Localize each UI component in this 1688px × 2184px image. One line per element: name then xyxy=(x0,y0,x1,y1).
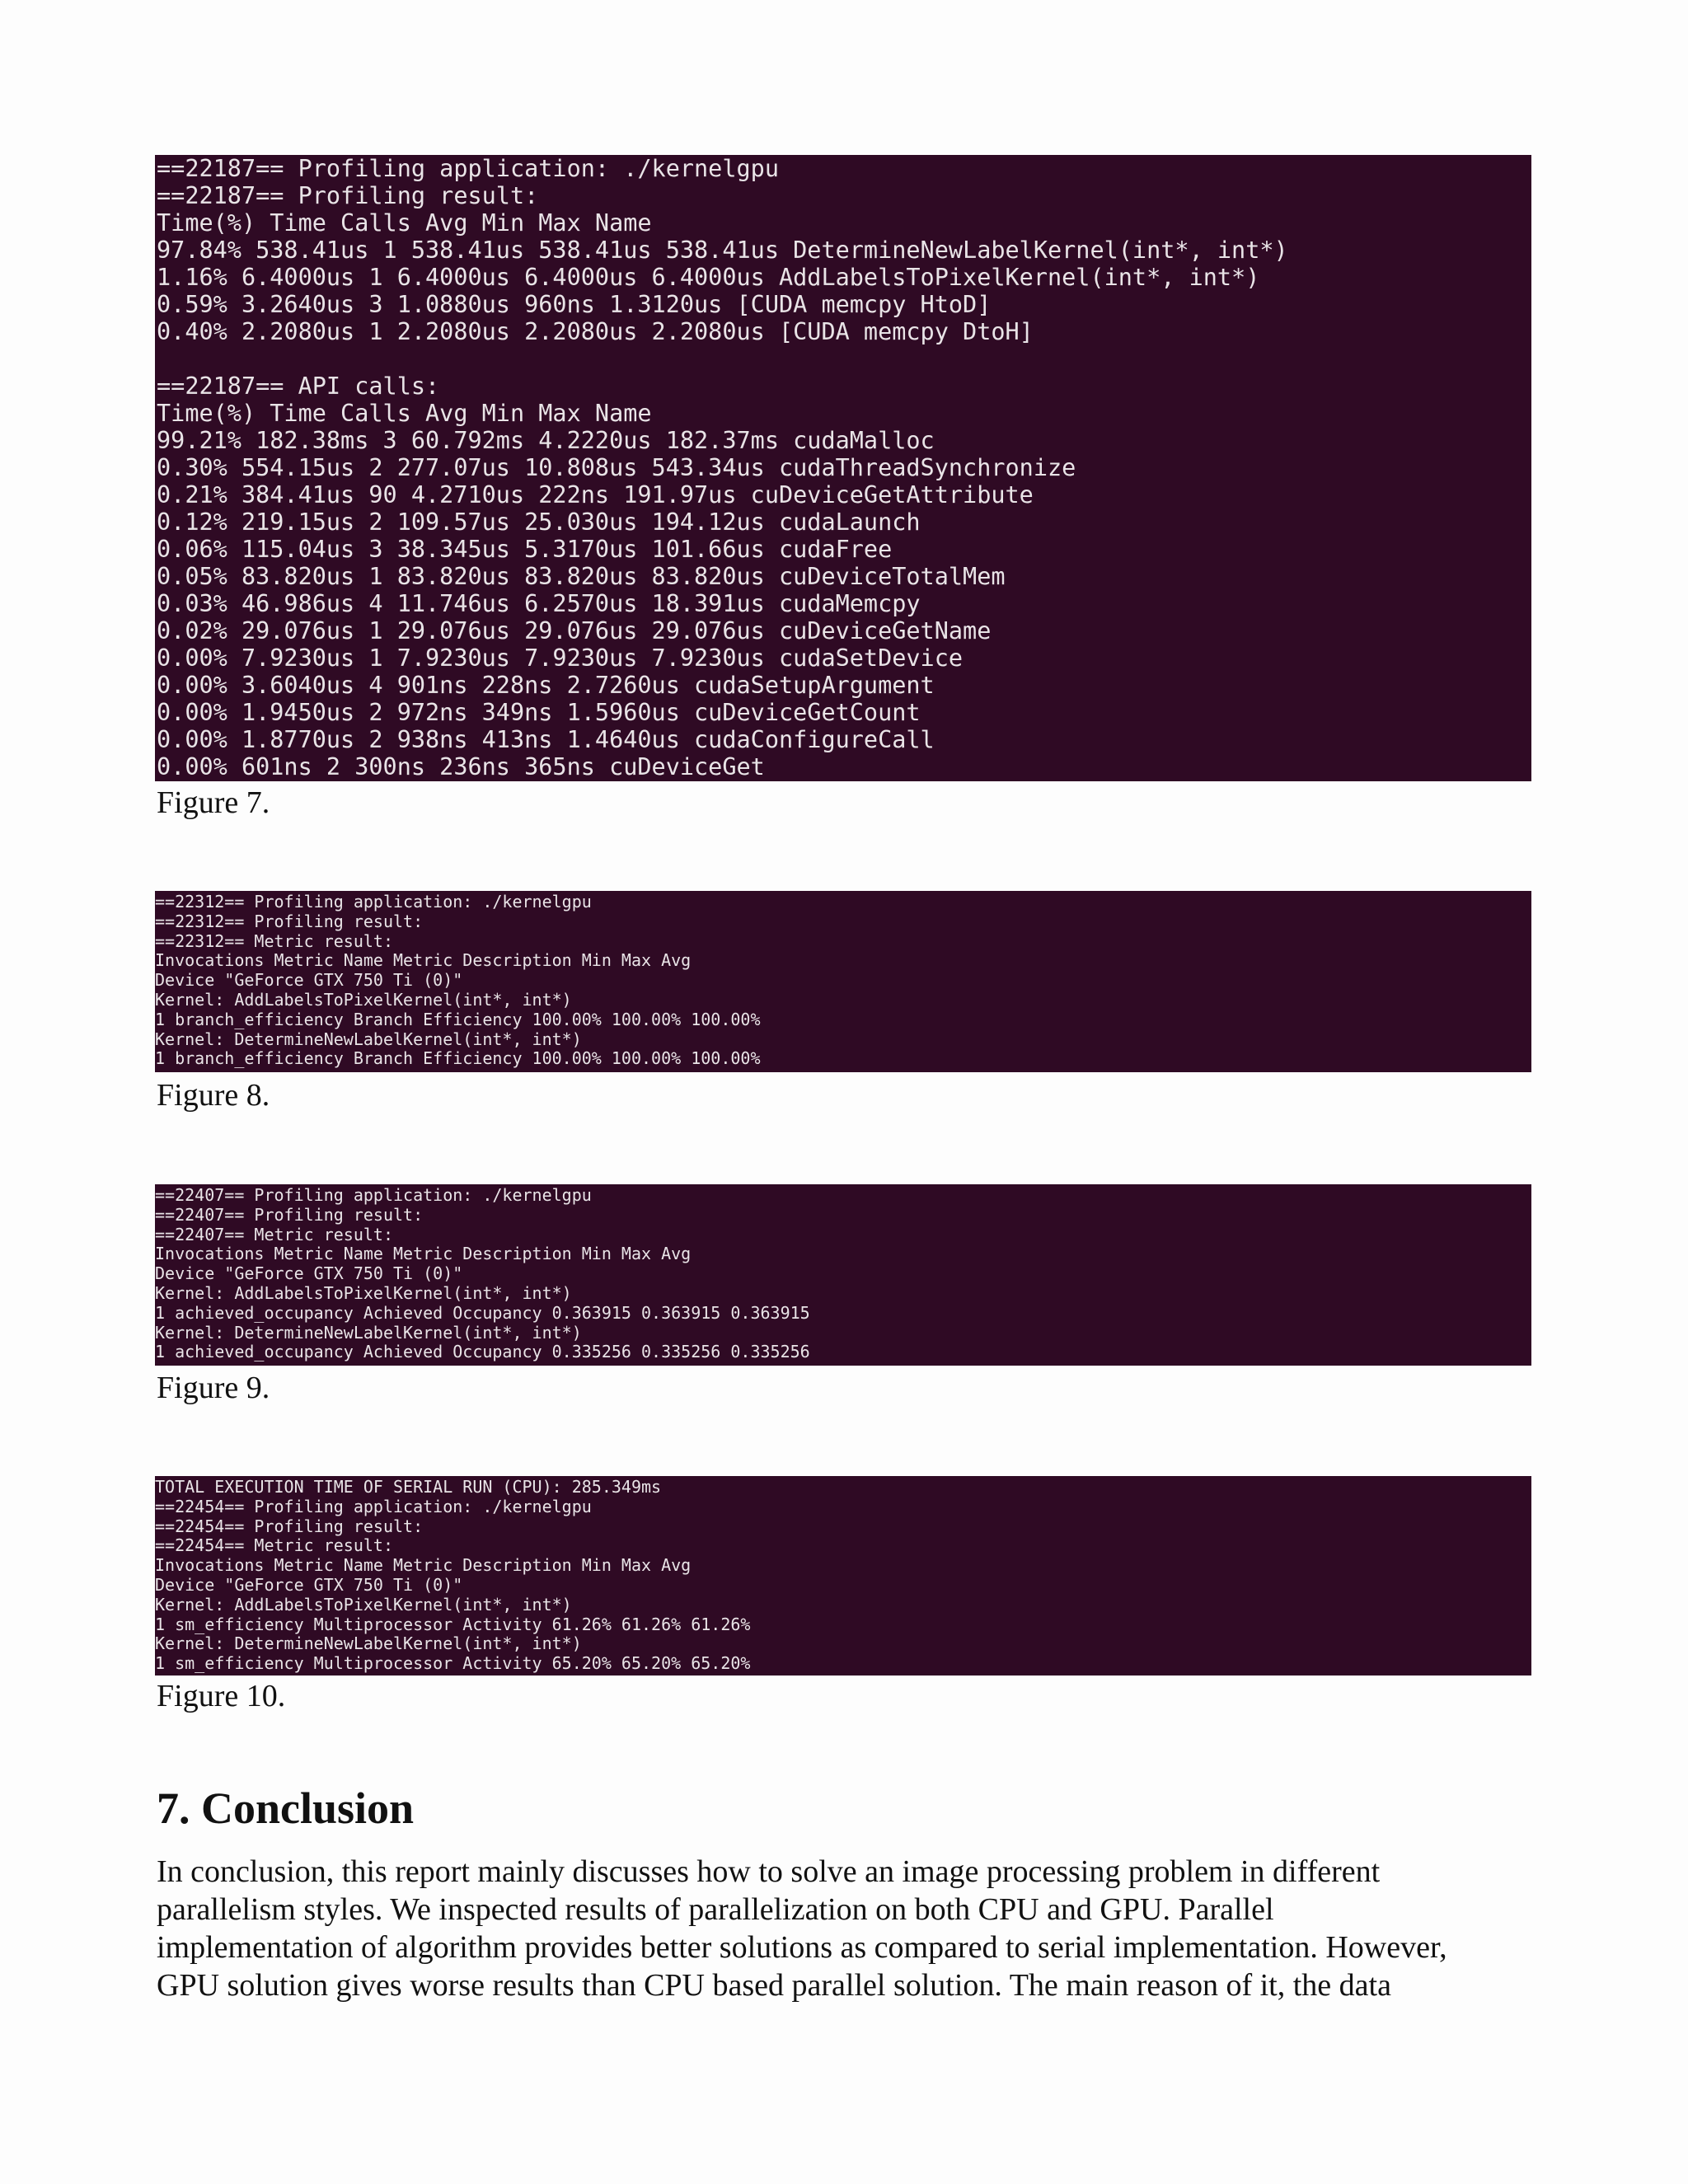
text-line: Invocations Metric Name Metric Description Min Max Avg xyxy=(155,950,692,971)
text-line: ==22454== Profiling result: xyxy=(155,1516,424,1536)
text-line: 1 branch_efficiency Branch Efficiency 100.00% 100.00% 100.00% xyxy=(155,1009,761,1029)
text-line: ==22312== Profiling application: ./kernelgpu xyxy=(155,892,592,912)
text-line: 0.40% 2.2080us 1 2.2080us 2.2080us 2.2080us [CUDA memcpy DtoH] xyxy=(157,318,1034,345)
figure-10-terminal-screenshot xyxy=(155,1476,1531,1675)
text-line: 1 achieved_occupancy Achieved Occupancy 0.335256 0.335256 0.335256 xyxy=(155,1342,810,1362)
text-line: ==22454== Profiling application: ./kernelgpu xyxy=(155,1496,592,1516)
text-line: 1 sm_efficiency Multiprocessor Activity 61.26% 61.26% 61.26% xyxy=(155,1614,751,1634)
text-line: Kernel: DetermineNewLabelKernel(int*, int*) xyxy=(155,1633,582,1654)
figure-9-terminal-output xyxy=(155,1186,1531,1362)
text-line xyxy=(157,345,1531,373)
text-line: GPU solution gives worse results than CPU based parallel solution. The main reason of it, the data xyxy=(157,1968,1391,2003)
text-line: ==22454== Metric result: xyxy=(155,1535,393,1556)
section-heading-conclusion: 7. Conclusion xyxy=(157,1783,415,1833)
figure-10-caption: Figure 10. xyxy=(157,1679,286,1713)
text-line: TOTAL EXECUTION TIME OF SERIAL RUN (CPU): 285.349ms xyxy=(155,1477,662,1497)
figure-8-terminal-screenshot xyxy=(155,891,1531,1072)
text-line: Time(%) Time Calls Avg Min Max Name xyxy=(157,400,652,427)
figure-10-terminal-output xyxy=(155,1478,1531,1674)
text-line: 0.00% 1.8770us 2 938ns 413ns 1.4640us cudaConfigureCall xyxy=(157,726,935,753)
conclusion-paragraph xyxy=(157,1853,1541,2004)
text-line: 0.05% 83.820us 1 83.820us 83.820us 83.820us cuDeviceTotalMem xyxy=(157,563,1006,590)
text-line: Device "GeForce GTX 750 Ti (0)" xyxy=(155,1263,463,1284)
text-line: 0.02% 29.076us 1 29.076us 29.076us 29.076us cuDeviceGetName xyxy=(157,617,992,644)
text-line: Kernel: AddLabelsToPixelKernel(int*, int*) xyxy=(155,1594,572,1615)
text-line: Device "GeForce GTX 750 Ti (0)" xyxy=(155,970,463,991)
text-line: Invocations Metric Name Metric Description Min Max Avg xyxy=(155,1244,692,1264)
figure-9-caption: Figure 9. xyxy=(157,1371,270,1405)
text-line: 1.16% 6.4000us 1 6.4000us 6.4000us 6.4000us AddLabelsToPixelKernel(int*, int*) xyxy=(157,264,1260,291)
text-line: 0.30% 554.15us 2 277.07us 10.808us 543.34us cudaThreadSynchronize xyxy=(157,454,1076,481)
text-line: Kernel: AddLabelsToPixelKernel(int*, int*) xyxy=(155,1282,572,1303)
text-line: 0.21% 384.41us 90 4.2710us 222ns 191.97us cuDeviceGetAttribute xyxy=(157,481,1034,509)
text-line: 1 branch_efficiency Branch Efficiency 100.00% 100.00% 100.00% xyxy=(155,1048,761,1069)
text-line: 0.03% 46.986us 4 11.746us 6.2570us 18.391us cudaMemcpy xyxy=(157,590,921,617)
text-line: 0.12% 219.15us 2 109.57us 25.030us 194.12us cudaLaunch xyxy=(157,509,921,536)
text-line: ==22312== Metric result: xyxy=(155,930,393,951)
text-line: Kernel: DetermineNewLabelKernel(int*, int*) xyxy=(155,1322,582,1343)
figure-9-terminal-screenshot xyxy=(155,1184,1531,1366)
text-line: In conclusion, this report mainly discusses how to solve an image processing problem in different xyxy=(157,1854,1381,1889)
text-line: ==22312== Profiling result: xyxy=(155,911,424,931)
text-line: 0.00% 7.9230us 1 7.9230us 7.9230us 7.9230us cudaSetDevice xyxy=(157,644,964,672)
figure-7-terminal-screenshot xyxy=(155,155,1531,781)
text-line: 1 achieved_occupancy Achieved Occupancy 0.363915 0.363915 0.363915 xyxy=(155,1302,810,1323)
text-line: 1 sm_efficiency Multiprocessor Activity 65.20% 65.20% 65.20% xyxy=(155,1653,751,1674)
text-line: parallelism styles. We inspected results of parallelization on both CPU and GPU. Parallel xyxy=(157,1892,1274,1927)
figure-8-caption: Figure 8. xyxy=(157,1078,270,1113)
figure-7-terminal-output xyxy=(157,155,1531,780)
text-line: Invocations Metric Name Metric Description Min Max Avg xyxy=(155,1555,692,1576)
figure-7-caption: Figure 7. xyxy=(157,785,270,820)
text-line: ==22407== Metric result: xyxy=(155,1224,393,1244)
text-line: Kernel: AddLabelsToPixelKernel(int*, int*) xyxy=(155,989,572,1010)
figure-8-terminal-output xyxy=(155,893,1531,1069)
text-line: ==22187== API calls: xyxy=(157,373,440,400)
text-line: ==22187== Profiling result: xyxy=(157,182,539,209)
text-line: 0.06% 115.04us 3 38.345us 5.3170us 101.66us cudaFree xyxy=(157,536,893,563)
text-line: 0.00% 601ns 2 300ns 236ns 365ns cuDeviceGet xyxy=(157,753,765,780)
text-line: Kernel: DetermineNewLabelKernel(int*, int*) xyxy=(155,1029,582,1049)
text-line: implementation of algorithm provides better solutions as compared to serial implementation. However, xyxy=(157,1930,1447,1965)
text-line: 97.84% 538.41us 1 538.41us 538.41us 538.41us DetermineNewLabelKernel(int*, int*) xyxy=(157,237,1288,264)
text-line: ==22407== Profiling application: ./kernelgpu xyxy=(155,1185,592,1205)
text-line: ==22407== Profiling result: xyxy=(155,1204,424,1225)
text-line: 0.00% 1.9450us 2 972ns 349ns 1.5960us cuDeviceGetCount xyxy=(157,699,921,726)
text-line: 0.59% 3.2640us 3 1.0880us 960ns 1.3120us [CUDA memcpy HtoD] xyxy=(157,291,992,318)
text-line: 99.21% 182.38ms 3 60.792ms 4.2220us 182.37ms cudaMalloc xyxy=(157,427,935,454)
text-line: Device "GeForce GTX 750 Ti (0)" xyxy=(155,1574,463,1595)
text-line: ==22187== Profiling application: ./kernelgpu xyxy=(157,155,779,182)
text-line: Time(%) Time Calls Avg Min Max Name xyxy=(157,209,652,237)
text-line: 0.00% 3.6040us 4 901ns 228ns 2.7260us cudaSetupArgument xyxy=(157,672,935,699)
